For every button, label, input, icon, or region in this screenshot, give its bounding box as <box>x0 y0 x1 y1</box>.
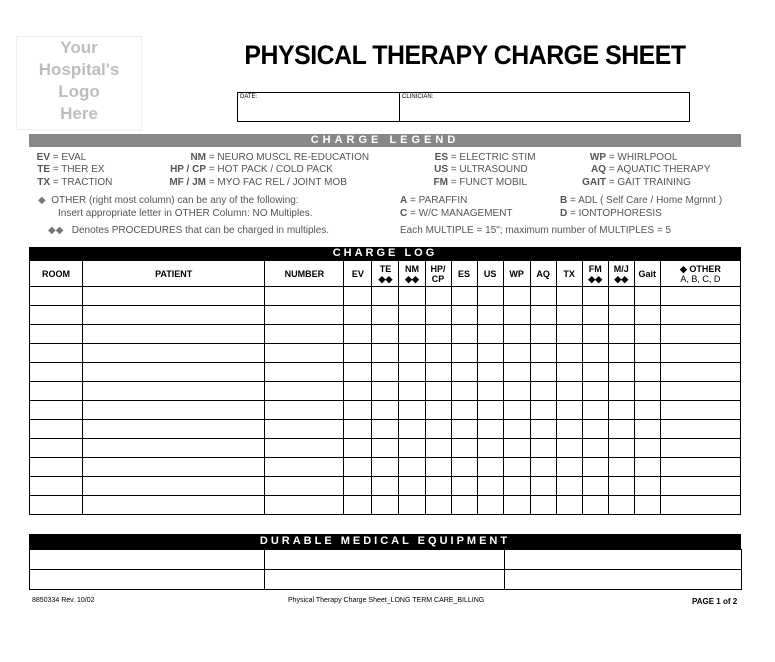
legend-item: GAIT = GAIT TRAINING <box>582 177 691 188</box>
table-cell[interactable] <box>83 344 265 363</box>
column-header <box>660 261 740 287</box>
table-cell[interactable] <box>503 420 530 439</box>
table-cell[interactable] <box>265 287 344 306</box>
table-cell[interactable] <box>425 401 451 420</box>
table-cell[interactable] <box>556 287 582 306</box>
table-cell[interactable] <box>265 420 344 439</box>
column-header-sublabel: ◆◆ <box>588 273 603 284</box>
table-cell[interactable] <box>30 287 83 306</box>
table-cell[interactable] <box>425 477 451 496</box>
table-cell[interactable] <box>634 477 660 496</box>
table-cell[interactable] <box>530 496 556 515</box>
column-header <box>477 261 503 287</box>
table-cell[interactable] <box>399 439 425 458</box>
dme-row <box>30 550 742 570</box>
table-cell[interactable] <box>30 382 83 401</box>
table-cell[interactable] <box>582 306 608 325</box>
column-header <box>30 261 83 287</box>
table-cell[interactable] <box>425 458 451 477</box>
table-cell[interactable] <box>582 458 608 477</box>
other-option: A = PARAFFIN <box>400 195 468 206</box>
table-cell[interactable] <box>530 306 556 325</box>
table-cell[interactable] <box>30 477 83 496</box>
table-cell[interactable] <box>399 458 425 477</box>
column-header-label: NUMBER <box>284 268 325 279</box>
table-cell[interactable] <box>344 325 372 344</box>
legend-item: NM = NEURO MUSCL RE-EDUCATION <box>190 152 370 163</box>
column-header-label: WP <box>509 268 524 279</box>
other-option: B = ADL ( Self Care / Home Mgmnt ) <box>560 195 723 206</box>
column-header-label: EV <box>351 268 364 279</box>
table-cell[interactable] <box>530 401 556 420</box>
table-cell[interactable] <box>477 420 503 439</box>
table-cell[interactable] <box>608 439 634 458</box>
other-note: ◆ OTHER (right most column) can be any of the following: <box>38 195 299 206</box>
table-cell[interactable] <box>530 477 556 496</box>
table-cell[interactable] <box>556 382 582 401</box>
table-cell[interactable] <box>530 439 556 458</box>
table-cell[interactable] <box>344 477 372 496</box>
column-header-label: AQ <box>536 268 550 279</box>
document-name: Physical Therapy Charge Sheet_LONG TERM CARE_BILLING <box>288 597 485 604</box>
table-cell[interactable] <box>344 496 372 515</box>
table-cell[interactable] <box>399 496 425 515</box>
table-cell[interactable] <box>83 458 265 477</box>
table-cell[interactable] <box>634 420 660 439</box>
table-row <box>30 401 741 420</box>
table-cell[interactable] <box>372 344 399 363</box>
table-cell[interactable] <box>30 420 83 439</box>
page-number: PAGE 1 of 2 <box>692 597 738 606</box>
table-cell[interactable] <box>477 458 503 477</box>
legend-item: HP / CP = HOT PACK / COLD PACK <box>170 164 333 175</box>
table-cell[interactable] <box>503 458 530 477</box>
table-cell[interactable] <box>608 344 634 363</box>
column-header <box>556 261 582 287</box>
table-cell[interactable] <box>660 287 740 306</box>
table-cell[interactable] <box>451 325 477 344</box>
table-row <box>30 287 741 306</box>
table-cell[interactable] <box>634 458 660 477</box>
table-cell[interactable] <box>477 306 503 325</box>
table-row <box>30 477 741 496</box>
table-cell[interactable] <box>372 382 399 401</box>
table-cell[interactable] <box>372 420 399 439</box>
diamond-icon: ◆ <box>38 195 46 206</box>
table-cell[interactable] <box>608 496 634 515</box>
form-number: 8850334 Rev. 10/02 <box>32 597 95 604</box>
table-cell[interactable] <box>425 420 451 439</box>
hospital-logo-placeholder <box>16 36 142 130</box>
table-cell[interactable] <box>83 363 265 382</box>
dme-row <box>30 570 742 590</box>
table-cell[interactable] <box>30 401 83 420</box>
table-cell[interactable] <box>83 496 265 515</box>
table-cell[interactable] <box>265 363 344 382</box>
table-cell[interactable] <box>425 287 451 306</box>
table-cell[interactable] <box>608 325 634 344</box>
table-cell[interactable] <box>582 496 608 515</box>
table-cell[interactable] <box>634 382 660 401</box>
table-cell[interactable] <box>556 439 582 458</box>
procedures-note: ◆◆ Denotes PROCEDURES that can be charged in multiples. <box>48 225 330 236</box>
table-cell[interactable] <box>634 401 660 420</box>
table-cell[interactable] <box>265 477 344 496</box>
table-cell[interactable] <box>372 458 399 477</box>
table-cell[interactable] <box>503 287 530 306</box>
table-cell[interactable] <box>30 439 83 458</box>
table-cell[interactable] <box>477 496 503 515</box>
table-cell[interactable] <box>608 401 634 420</box>
column-header-label: ROOM <box>42 268 71 279</box>
legend-item: TX = TRACTION <box>37 177 113 188</box>
table-cell[interactable] <box>660 306 740 325</box>
table-cell[interactable] <box>608 363 634 382</box>
table-cell[interactable] <box>503 477 530 496</box>
legend-item: WP = WHIRLPOOL <box>589 152 678 163</box>
table-cell[interactable] <box>83 420 265 439</box>
table-cell[interactable] <box>556 496 582 515</box>
table-cell[interactable] <box>556 401 582 420</box>
column-header-label: FM <box>588 263 602 274</box>
table-cell[interactable] <box>530 458 556 477</box>
clinician-field[interactable] <box>400 93 689 121</box>
column-header <box>399 261 425 287</box>
column-header <box>634 261 660 287</box>
column-header-label: TX <box>563 268 575 279</box>
logo-line: Here <box>60 104 98 123</box>
table-cell[interactable] <box>634 287 660 306</box>
table-cell[interactable] <box>634 306 660 325</box>
table-cell[interactable] <box>399 401 425 420</box>
table-cell[interactable] <box>556 420 582 439</box>
column-header <box>344 261 372 287</box>
table-cell[interactable] <box>634 363 660 382</box>
multiple-note: Each MULTIPLE = 15"; maximum number of MULTIPLES = 5 <box>400 225 672 236</box>
table-cell[interactable] <box>556 306 582 325</box>
table-cell[interactable] <box>399 477 425 496</box>
legend-item: MF / JM = MYO FAC REL / JOINT MOB <box>169 177 347 188</box>
table-cell[interactable] <box>660 382 740 401</box>
table-cell[interactable] <box>530 363 556 382</box>
table-cell[interactable] <box>425 344 451 363</box>
table-cell[interactable] <box>660 458 740 477</box>
table-cell[interactable] <box>265 439 344 458</box>
dme-cell[interactable] <box>30 570 265 590</box>
table-cell[interactable] <box>451 363 477 382</box>
table-cell[interactable] <box>530 325 556 344</box>
table-cell[interactable] <box>451 477 477 496</box>
table-row <box>30 458 741 477</box>
table-cell[interactable] <box>582 477 608 496</box>
table-cell[interactable] <box>451 344 477 363</box>
column-header-label: ES <box>458 268 471 279</box>
table-cell[interactable] <box>399 306 425 325</box>
table-cell[interactable] <box>30 344 83 363</box>
other-option: D = IONTOPHORESIS <box>560 208 662 219</box>
table-cell[interactable] <box>344 439 372 458</box>
table-cell[interactable] <box>372 401 399 420</box>
table-cell[interactable] <box>477 477 503 496</box>
table-row <box>30 363 741 382</box>
table-cell[interactable] <box>451 382 477 401</box>
date-field[interactable] <box>238 93 400 121</box>
dme-cell[interactable] <box>505 570 742 590</box>
table-cell[interactable] <box>83 439 265 458</box>
table-cell[interactable] <box>503 325 530 344</box>
table-cell[interactable] <box>503 306 530 325</box>
table-cell[interactable] <box>556 477 582 496</box>
table-cell[interactable] <box>634 344 660 363</box>
table-cell[interactable] <box>477 325 503 344</box>
table-cell[interactable] <box>582 344 608 363</box>
table-cell[interactable] <box>372 363 399 382</box>
legend-item: AQ = AQUATIC THERAPY <box>591 164 711 175</box>
table-row <box>30 420 741 439</box>
column-header <box>503 261 530 287</box>
table-cell[interactable] <box>608 287 634 306</box>
table-cell[interactable] <box>582 382 608 401</box>
table-cell[interactable] <box>660 344 740 363</box>
legend-item: EV = EVAL <box>36 152 87 163</box>
table-cell[interactable] <box>344 382 372 401</box>
table-cell[interactable] <box>83 401 265 420</box>
table-cell[interactable] <box>30 496 83 515</box>
table-cell[interactable] <box>477 363 503 382</box>
table-cell[interactable] <box>344 344 372 363</box>
column-header <box>372 261 399 287</box>
table-cell[interactable] <box>608 477 634 496</box>
column-header <box>425 261 451 287</box>
table-cell[interactable] <box>477 287 503 306</box>
table-cell[interactable] <box>265 382 344 401</box>
column-header-sublabel: ◆◆ <box>614 273 629 284</box>
table-cell[interactable] <box>556 458 582 477</box>
table-cell[interactable] <box>503 496 530 515</box>
table-cell[interactable] <box>582 439 608 458</box>
table-cell[interactable] <box>399 325 425 344</box>
table-cell[interactable] <box>265 325 344 344</box>
table-cell[interactable] <box>634 325 660 344</box>
table-cell[interactable] <box>265 458 344 477</box>
dme-table <box>29 549 742 590</box>
table-cell[interactable] <box>265 496 344 515</box>
column-header-sublabel: CP <box>431 273 445 284</box>
table-row <box>30 382 741 401</box>
table-cell[interactable] <box>608 382 634 401</box>
table-cell[interactable] <box>582 325 608 344</box>
logo-line: Hospital's <box>38 60 120 79</box>
table-cell[interactable] <box>634 496 660 515</box>
table-cell[interactable] <box>344 401 372 420</box>
table-cell[interactable] <box>372 496 399 515</box>
table-cell[interactable] <box>30 325 83 344</box>
table-cell[interactable] <box>556 363 582 382</box>
table-cell[interactable] <box>425 363 451 382</box>
legend-item: TE = THER EX <box>37 164 105 175</box>
column-header-label: US <box>483 268 497 279</box>
table-cell[interactable] <box>582 401 608 420</box>
table-cell[interactable] <box>660 401 740 420</box>
table-cell[interactable] <box>399 420 425 439</box>
table-cell[interactable] <box>556 325 582 344</box>
column-header-label: M/J <box>613 263 629 274</box>
table-cell[interactable] <box>451 287 477 306</box>
table-cell[interactable] <box>30 363 83 382</box>
table-cell[interactable] <box>83 306 265 325</box>
table-cell[interactable] <box>451 420 477 439</box>
column-header-label: NM <box>405 263 419 274</box>
table-cell[interactable] <box>451 458 477 477</box>
column-header <box>451 261 477 287</box>
table-cell[interactable] <box>530 344 556 363</box>
table-row <box>30 439 741 458</box>
table-cell[interactable] <box>344 458 372 477</box>
table-cell[interactable] <box>425 325 451 344</box>
table-cell[interactable] <box>503 382 530 401</box>
table-cell[interactable] <box>451 439 477 458</box>
table-cell[interactable] <box>372 306 399 325</box>
table-cell[interactable] <box>425 439 451 458</box>
table-cell[interactable] <box>660 325 740 344</box>
table-cell[interactable] <box>83 325 265 344</box>
table-cell[interactable] <box>30 306 83 325</box>
table-cell[interactable] <box>582 363 608 382</box>
table-cell[interactable] <box>477 382 503 401</box>
table-cell[interactable] <box>503 401 530 420</box>
table-cell[interactable] <box>372 439 399 458</box>
page-title: PHYSICAL THERAPY CHARGE SHEET <box>244 40 686 70</box>
table-cell[interactable] <box>477 344 503 363</box>
dme-header: DURABLE MEDICAL EQUIPMENT <box>29 534 741 549</box>
legend-item: ES = ELECTRIC STIM <box>434 152 536 163</box>
table-cell[interactable] <box>608 306 634 325</box>
table-cell[interactable] <box>660 420 740 439</box>
table-cell[interactable] <box>372 477 399 496</box>
table-cell[interactable] <box>83 477 265 496</box>
other-note-2: Insert appropriate letter in OTHER Column: NO Multiples. <box>58 208 313 219</box>
table-cell[interactable] <box>265 401 344 420</box>
table-cell[interactable] <box>399 363 425 382</box>
column-header-sublabel: ◆◆ <box>405 273 419 284</box>
column-header-label: TE <box>379 263 392 274</box>
table-cell[interactable] <box>344 306 372 325</box>
table-cell[interactable] <box>634 439 660 458</box>
table-cell[interactable] <box>451 306 477 325</box>
dme-cell[interactable] <box>505 550 742 570</box>
table-cell[interactable] <box>344 363 372 382</box>
column-header <box>265 261 344 287</box>
other-option: C = W/C MANAGEMENT <box>400 208 513 219</box>
table-row <box>30 325 741 344</box>
table-cell[interactable] <box>83 287 265 306</box>
clinician-label: CLINICIAN: <box>402 94 434 100</box>
table-cell[interactable] <box>660 439 740 458</box>
table-cell[interactable] <box>660 363 740 382</box>
table-cell[interactable] <box>503 439 530 458</box>
table-row <box>30 306 741 325</box>
date-clinician-box <box>237 92 690 122</box>
column-header <box>608 261 634 287</box>
column-header <box>582 261 608 287</box>
table-cell[interactable] <box>425 382 451 401</box>
legend-item: FM = FUNCT MOBIL <box>433 177 527 188</box>
table-cell[interactable] <box>344 420 372 439</box>
column-header <box>83 261 265 287</box>
column-header-sublabel: A, B, C, D <box>680 273 721 284</box>
legend-item: US = ULTRASOUND <box>434 164 528 175</box>
table-cell[interactable] <box>530 382 556 401</box>
table-cell[interactable] <box>608 420 634 439</box>
column-header-label: Gait <box>638 268 657 279</box>
dme-cell[interactable] <box>265 550 505 570</box>
table-row <box>30 344 741 363</box>
table-cell[interactable] <box>83 382 265 401</box>
table-cell[interactable] <box>451 496 477 515</box>
table-cell[interactable] <box>660 477 740 496</box>
logo-line: Logo <box>58 82 100 101</box>
table-cell[interactable] <box>556 344 582 363</box>
table-cell[interactable] <box>399 382 425 401</box>
table-cell[interactable] <box>503 363 530 382</box>
table-cell[interactable] <box>477 439 503 458</box>
charge-log-header: CHARGE LOG <box>29 247 741 260</box>
table-cell[interactable] <box>503 344 530 363</box>
column-header-label: HP/ <box>430 263 446 274</box>
column-header-sublabel: ◆◆ <box>378 273 393 284</box>
table-cell[interactable] <box>530 287 556 306</box>
table-cell[interactable] <box>608 458 634 477</box>
table-cell[interactable] <box>30 458 83 477</box>
logo-line: Your <box>60 38 98 57</box>
table-cell[interactable] <box>372 287 399 306</box>
table-cell[interactable] <box>265 344 344 363</box>
double-diamond-icon: ◆◆ <box>48 225 64 236</box>
table-cell[interactable] <box>660 496 740 515</box>
charge-log-table <box>29 260 741 515</box>
table-cell[interactable] <box>399 344 425 363</box>
table-cell[interactable] <box>265 306 344 325</box>
table-cell[interactable] <box>344 287 372 306</box>
column-header <box>530 261 556 287</box>
table-header-row <box>30 261 741 287</box>
table-cell[interactable] <box>425 306 451 325</box>
charge-legend-header: CHARGE LEGEND <box>29 134 741 147</box>
table-cell[interactable] <box>582 287 608 306</box>
date-label: DATE: <box>240 94 258 100</box>
table-cell[interactable] <box>399 287 425 306</box>
table-cell[interactable] <box>451 401 477 420</box>
table-cell[interactable] <box>530 420 556 439</box>
table-cell[interactable] <box>425 496 451 515</box>
column-header-label: PATIENT <box>155 268 193 279</box>
table-cell[interactable] <box>582 420 608 439</box>
column-header-label: ◆ OTHER <box>679 263 721 274</box>
table-row <box>30 496 741 515</box>
table-cell[interactable] <box>477 401 503 420</box>
table-cell[interactable] <box>372 325 399 344</box>
dme-cell[interactable] <box>30 550 265 570</box>
dme-cell[interactable] <box>265 570 505 590</box>
